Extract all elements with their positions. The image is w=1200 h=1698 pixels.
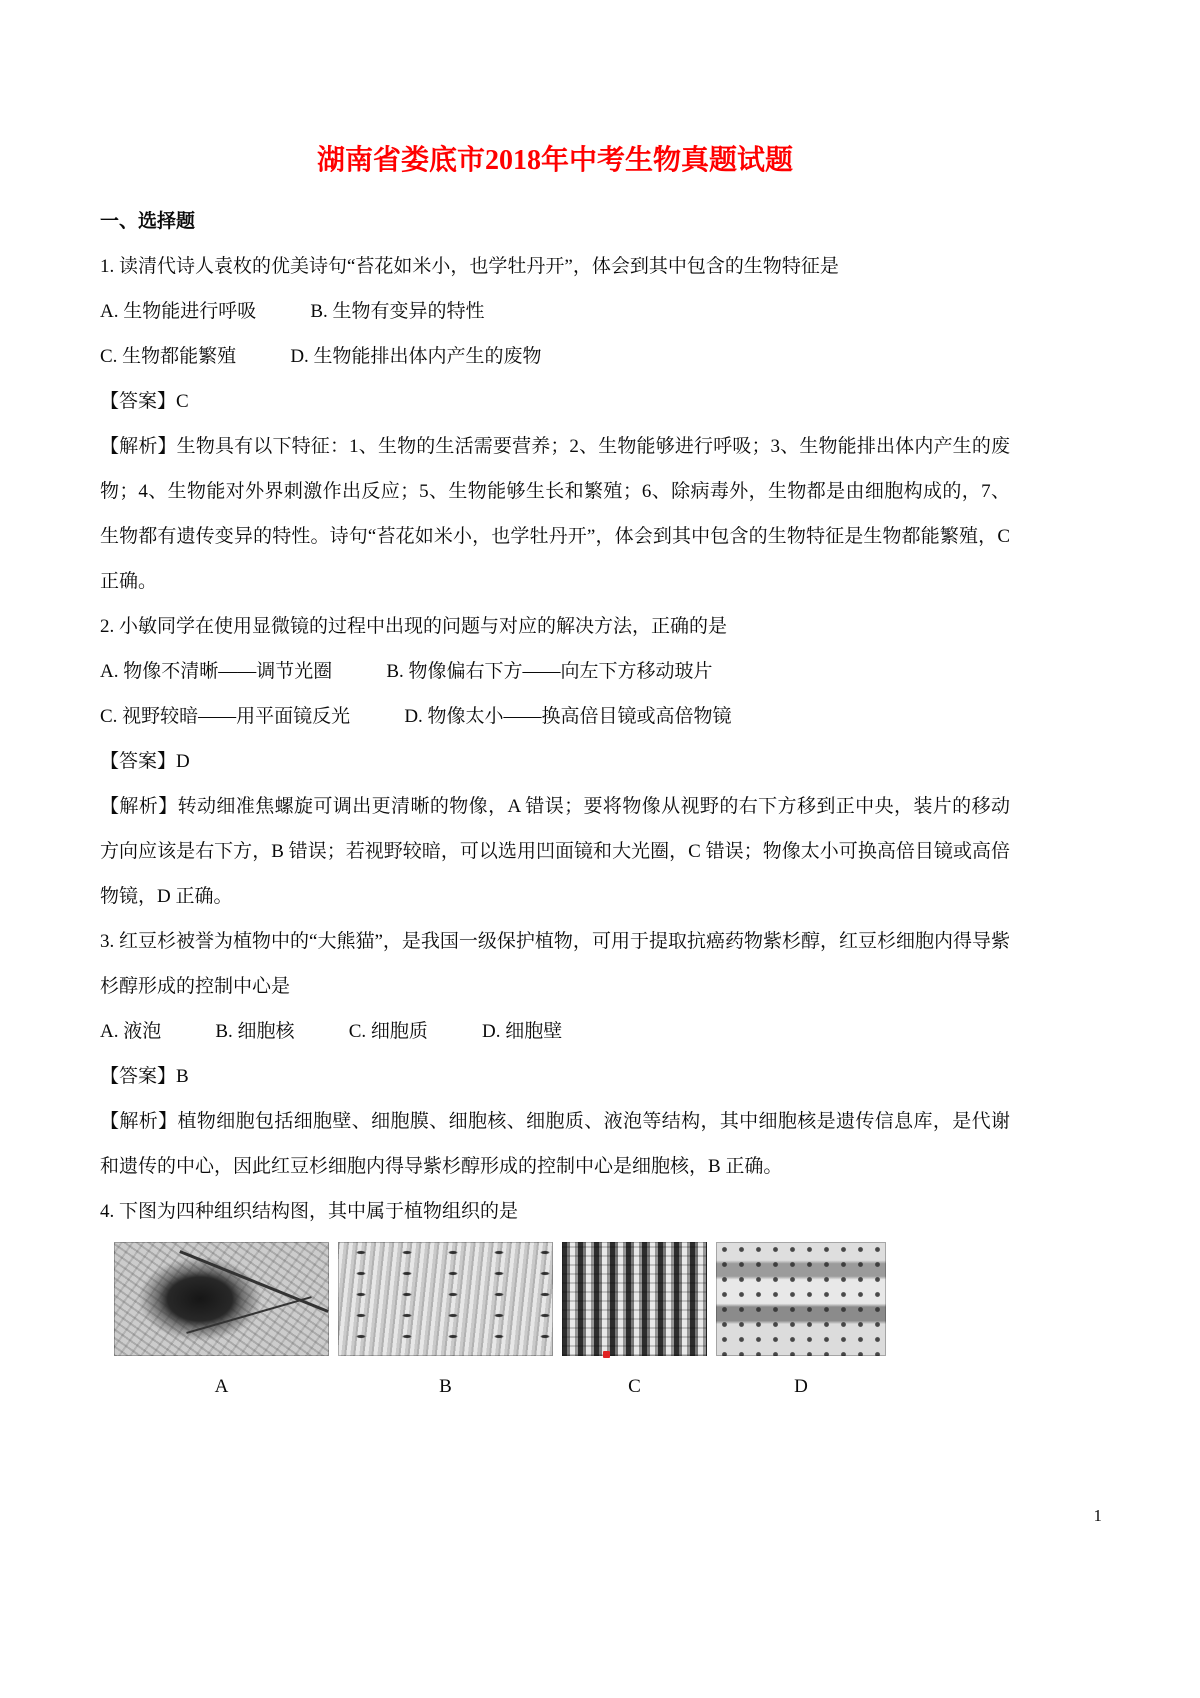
question-3-option-b: B. 细胞核 — [215, 1021, 295, 1042]
question-1-stem: 1. 读清代诗人袁枚的优美诗句“苔花如米小，也学牡丹开”，体会到其中包含的生物特征是 — [100, 256, 839, 277]
question-3-option-d: D. 细胞壁 — [482, 1021, 563, 1042]
question-3-option-a: A. 液泡 — [100, 1021, 162, 1042]
muscle-tissue-micrograph — [338, 1242, 553, 1356]
question-1-options-row-2 — [100, 334, 1010, 379]
question-3-stem: 3. 红豆杉被誉为植物中的“大熊猫”，是我国一级保护植物，可用于提取抗癌药物紫杉醇，红豆杉细胞内得导紫杉醇形成的控制中心是 — [100, 931, 1010, 997]
question-1-analysis: 【解析】生物具有以下特征：1、生物的生活需要营养；2、生物能够进行呼吸；3、生物能排出体内产生的废物；4、生物能对外界刺激作出反应；5、生物能够生长和繁殖；6、除病毒外，生物都是由细胞构成的，7、生物都有遗传变异的特性。诗句“苔花如米小，也学牡丹开”，体会到其中包含的生物特征是生物都能繁殖，C 正确。 — [100, 436, 1010, 592]
epithelial-tissue-micrograph — [716, 1242, 886, 1356]
question-4-stem: 4. 下图为四种组织结构图，其中属于植物组织的是 — [100, 1201, 519, 1222]
question-2-stem: 2. 小敏同学在使用显微镜的过程中出现的问题与对应的解决方法，正确的是 — [100, 616, 728, 637]
question-1-answer: 【答案】C — [100, 391, 189, 412]
question-2-options-row-2 — [100, 694, 1010, 739]
question-3-options-row — [100, 1009, 1010, 1054]
figure-label-d: D — [794, 1376, 808, 1397]
figure-label-c: C — [628, 1376, 641, 1397]
nervous-tissue-micrograph — [114, 1242, 329, 1356]
page-title: 湖南省娄底市2018年中考生物真题试题 — [316, 145, 793, 176]
question-4-figure-row — [114, 1242, 1010, 1356]
question-2-answer: 【答案】D — [100, 751, 190, 772]
question-1-option-b: B. 生物有变异的特性 — [310, 301, 485, 322]
figure-label-row — [114, 1376, 1010, 1398]
question-2-option-d: D. 物像太小——换高倍目镜或高倍物镜 — [404, 706, 732, 727]
plant-conducting-tissue-micrograph — [562, 1242, 707, 1356]
figure-label-a: A — [214, 1376, 229, 1397]
question-2-option-a: A. 物像不清晰——调节光圈 — [100, 661, 333, 682]
red-annotation-mark — [603, 1351, 610, 1358]
section-heading: 一、选择题 — [100, 211, 196, 232]
question-1-option-d: D. 生物能排出体内产生的废物 — [290, 346, 542, 367]
figure-label-b: B — [439, 1376, 452, 1397]
question-3-analysis: 【解析】植物细胞包括细胞壁、细胞膜、细胞核、细胞质、液泡等结构，其中细胞核是遗传信息库，是代谢和遗传的中心，因此红豆杉细胞内得导紫杉醇形成的控制中心是细胞核，B 正确。 — [100, 1111, 1010, 1177]
question-2-option-b: B. 物像偏右下方——向左下方移动玻片 — [386, 661, 713, 682]
question-1-options-row-1 — [100, 289, 1010, 334]
question-3-option-c: C. 细胞质 — [348, 1021, 428, 1042]
question-1-option-c: C. 生物都能繁殖 — [100, 346, 237, 367]
question-2-option-c: C. 视野较暗——用平面镜反光 — [100, 706, 351, 727]
question-2-options-row-1 — [100, 649, 1010, 694]
page-number: 1 — [1093, 1506, 1102, 1525]
question-1-option-a: A. 生物能进行呼吸 — [100, 301, 257, 322]
question-3-answer: 【答案】B — [100, 1066, 189, 1087]
question-2-analysis: 【解析】转动细准焦螺旋可调出更清晰的物像，A 错误；要将物像从视野的右下方移到正中央，装片的移动方向应该是右下方，B 错误；若视野较暗，可以选用凹面镜和大光圈，C 错误；物像太小可换高倍目镜或高倍物镜，D 正确。 — [100, 796, 1010, 907]
